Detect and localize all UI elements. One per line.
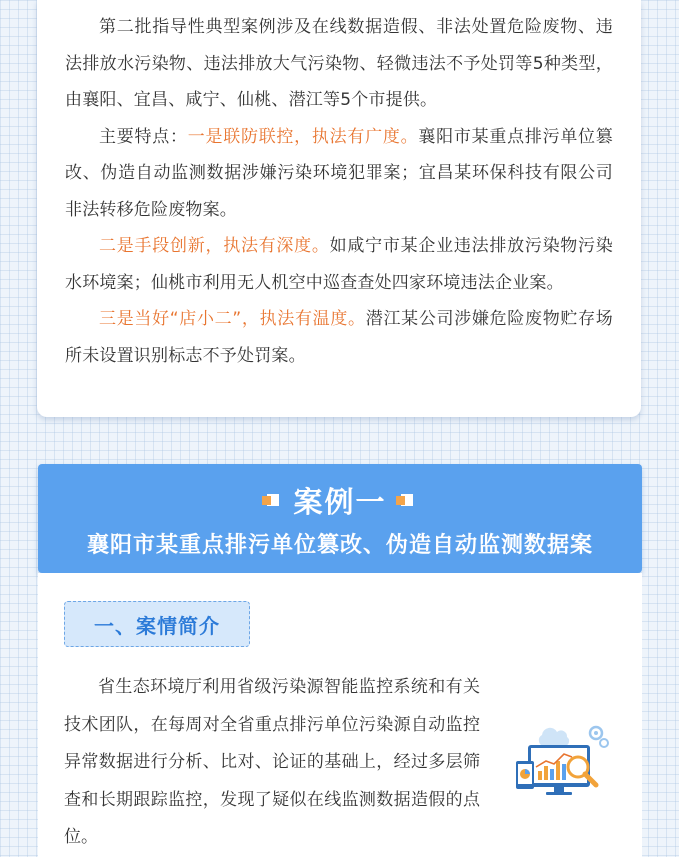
feature-1-highlight: 一是联防联控，执法有广度。 [187,126,419,147]
section-label: 一、案情简介 [64,601,250,647]
intro-paragraph-1: 第二批指导性典型案例涉及在线数据造假、非法处置危险废物、违法排放水污染物、违法排放大气污染物、轻微违法不予处罚等5种类型，由襄阳、宜昌、咸宁、仙桃、潜江等5个市提供。 [65,17,613,110]
intro-paragraph-4 [65,301,613,374]
feature-2-highlight: 二是手段创新，执法有深度。 [99,236,330,256]
right-square-icon [401,494,413,506]
features-lead: 主要特点： [99,126,188,147]
data-analysis-illustration-icon [512,721,612,803]
feature-2-body: 如咸宁市某企业违法排放污染物污染水环境案；仙桃市利用无人机空中巡查查处四家环境违法企业案。 [65,236,613,293]
feature-3-body: 潜江某公司涉嫌危险废物贮存场所未设置识别标志不予处罚案。 [65,309,613,366]
case-subtitle: 襄阳市某重点排污单位篡改、伪造自动监测数据案 [86,533,593,558]
case-title-row [38,478,642,522]
case-title: 案例一 [293,484,387,519]
feature-3-highlight: 三是当好“店小二”，执法有温度。 [99,309,366,329]
left-square-icon [267,494,279,506]
feature-1-body: 襄阳市某重点排污单位篡改、伪造自动监测数据涉嫌污染环境犯罪案；宜昌某环保科技有限公司非法转移危险废物案。 [65,126,613,220]
intro-paragraph-2 [65,119,613,229]
intro-paragraph-3 [65,228,613,301]
case-summary-text: 省生态环境厅利用省级污染源智能监控系统和有关技术团队，在每周对全省重点排污单位污染源自动监控异常数据进行分析、比对、论证的基础上，经过多层筛查和长期跟踪监控，发现了疑似在线监测数据造假的点位。 [64,677,480,847]
intro-card [37,0,641,417]
case-content [38,573,642,857]
case-banner [38,464,642,573]
